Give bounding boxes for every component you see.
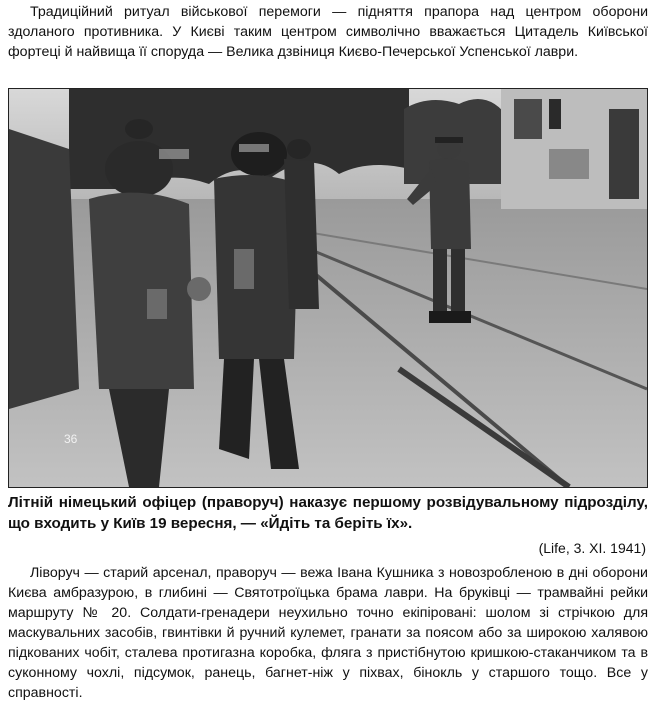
photo-caption: Літній німецький офіцер (праворуч) наказує першому розвідувальному підрозділу, що входить у Київ 19 вересня, — «Йдіть та беріть їх».: [8, 494, 648, 532]
photo-illustration: [9, 89, 647, 487]
historical-photograph: [8, 88, 648, 488]
photo-number: 36: [64, 432, 78, 446]
intro-paragraph: Традиційний ритуал військової перемоги — підняття прапора над центром оборони здоланого противника. У Києві таким центром символічно вважається Цитадель Київської фортеці й найвища її споруда — Велика дзвіниця Києво-Печерської Успенської лаври.: [8, 4, 648, 60]
caption-source: (Life, 3. XI. 1941): [538, 540, 646, 556]
body-paragraph: Ліворуч — старий арсенал, праворуч — вежа Івана Кушника з новозробленою в дні оборони Києва амбразурою, в глибині — Святотроїцька брама лаври. На бруківці — трамвайні рейки маршруту № 20. Солдати-гренадери неухильно точно екіпіровані: шолом зі стрічкою для маскувальних засобів, гвинтівки й ручний кулемет, гранати за поясом або за широкою халявою підкованих чобіт, сталева протигазна коробка, фляга з пристібнутою кришкою-стаканчиком та в суконному чохлі, підсумок, ранець, багнет-ніж у піхвах, бінокль у старшого тощо. Все у справності.: [8, 565, 648, 701]
